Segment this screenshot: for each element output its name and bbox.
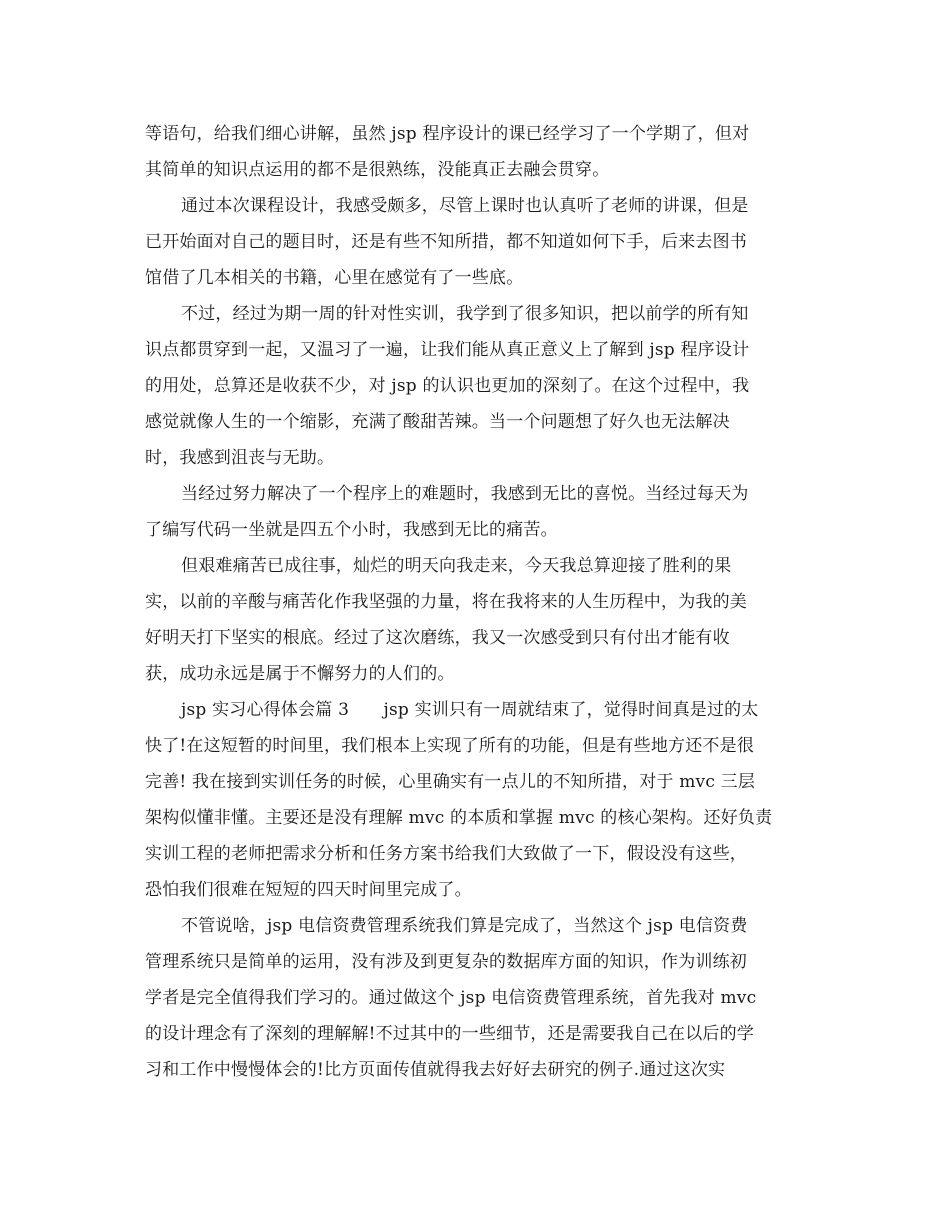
text-line: 管理系统只是简单的运用，没有涉及到更复杂的数据库方面的知识，作为训练初: [145, 952, 747, 972]
text-line: 识点都贯穿到一起，又温习了一遍，让我们能从真正意义上了解到 jsp 程序设计: [145, 340, 750, 360]
text-line: 快了!在这短暂的时间里，我们根本上实现了所有的功能，但是有些地方还不是很: [145, 736, 755, 756]
text-line: 已开始面对自己的题目时，还是有些不知所措，都不知道如何下手，后来去图书: [145, 232, 747, 252]
section-heading-line: jsp 实习心得体会篇 3 jsp 实训只有一周就结束了，觉得时间真是过的太: [181, 700, 759, 720]
text-line: 实，以前的辛酸与痛苦化作我坚强的力量，将在我将来的人生历程中，为我的美: [145, 592, 747, 612]
text-line: 的用处，总算还是收获不少，对 jsp 的认识也更加的深刻了。在这个过程中，我: [145, 376, 750, 396]
document-body: [145, 116, 810, 1088]
text-line: 的设计理念有了深刻的理解解!不过其中的一些细节，还是需要我自己在以后的学: [145, 1024, 755, 1044]
paragraph-start-line: 通过本次课程设计，我感受颇多，尽管上课时也认真听了老师的讲课，但是: [181, 196, 749, 216]
text-line: 学者是完全值得我们学习的。通过做这个 jsp 电信资费管理系统，首先我对 mvc: [145, 988, 757, 1008]
text-line: 实训工程的老师把需求分析和任务方案书给我们大致做了一下，假设没有这些，: [145, 844, 747, 864]
paragraph-start-line: 不管说啥，jsp 电信资费管理系统我们算是完成了，当然这个 jsp 电信资费: [181, 916, 748, 936]
text-line: 完善! 我在接到实训任务的时候，心里确实有一点儿的不知所措，对于 mvc 三层: [145, 772, 756, 792]
text-line: 好明天打下坚实的根底。经过了这次磨练，我又一次感受到只有付出才能有收: [145, 628, 730, 648]
text-line: 恐怕我们很难在短短的四天时间里完成了。: [145, 880, 472, 900]
text-line: 感觉就像人生的一个缩影，充满了酸甜苦辣。当一个问题想了好久也无法解决: [145, 412, 730, 432]
text-line: 习和工作中慢慢体会的!比方页面传值就得我去好好去研究的例子.通过这次实: [145, 1060, 726, 1080]
text-line: 时，我感到沮丧与无助。: [145, 448, 335, 468]
paragraph-start-line: 当经过努力解决了一个程序上的难题时，我感到无比的喜悦。当经过每天为: [181, 484, 749, 504]
text-line: 获，成功永远是属于不懈努力的人们的。: [145, 664, 455, 684]
paragraph-start-line: 不过，经过为期一周的针对性实训，我学到了很多知识，把以前学的所有知: [181, 304, 749, 324]
text-line: 架构似懂非懂。主要还是没有理解 mvc 的本质和掌握 mvc 的核心架构。还好负责: [145, 808, 773, 828]
text-line: 了编写代码一坐就是四五个小时，我感到无比的痛苦。: [145, 520, 558, 540]
text-line: 等语句，给我们细心讲解，虽然 jsp 程序设计的课已经学习了一个学期了，但对: [145, 124, 750, 144]
paragraph-start-line: 但艰难痛苦已成往事，灿烂的明天向我走来，今天我总算迎接了胜利的果: [181, 556, 732, 576]
text-line: 其简单的知识点运用的都不是很熟练，没能真正去融会贯穿。: [145, 160, 610, 180]
text-line: 馆借了几本相关的书籍，心里在感觉有了一些底。: [145, 268, 524, 288]
